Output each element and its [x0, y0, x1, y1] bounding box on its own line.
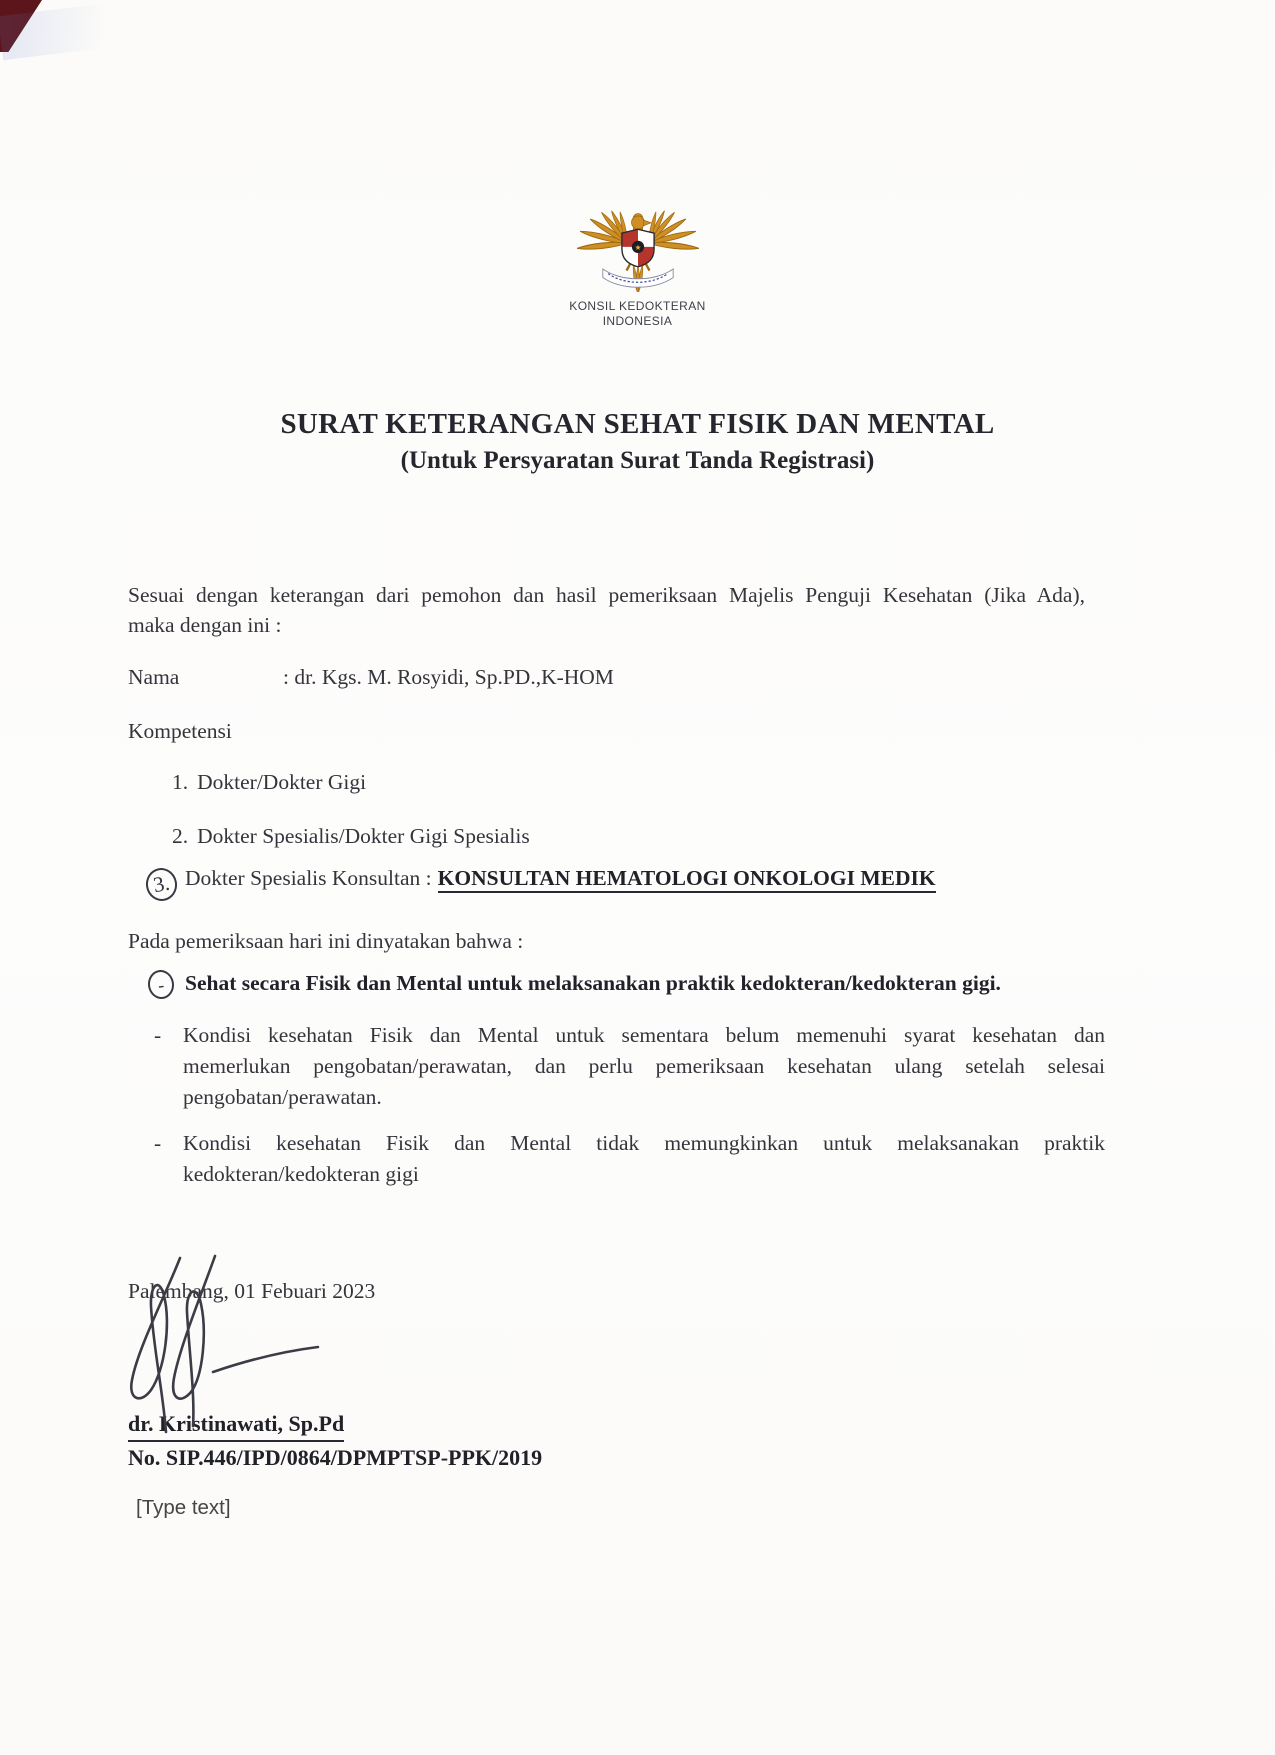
statement-item-2-line1: Kondisi kesehatan Fisik dan Mental untuk sementara belum memenuhi syarat kesehatan dan [183, 1023, 1105, 1047]
signer-name: dr. Kristinawati, Sp.Pd [128, 1408, 344, 1442]
statement-item-3-bullet: - [154, 1131, 162, 1155]
name-field-value: dr. Kgs. M. Rosyidi, Sp.PD.,K-HOM [294, 665, 614, 689]
statement-item-2-bullet: - [154, 1023, 162, 1047]
competence-item-2 [172, 824, 530, 849]
statement-item-1 [148, 968, 1108, 999]
statement-item-2 [146, 1020, 1106, 1113]
garuda-pancasila-emblem [528, 188, 748, 329]
competence-item-3-number: 3. [151, 870, 172, 898]
statement-item-3-line2: kedokteran/kedokteran gigi [183, 1162, 419, 1186]
statement-item-3-line1: Kondisi kesehatan Fisik dan Mental tidak memungkinkan untuk melaksanakan praktik [183, 1131, 1105, 1155]
signer-permit-number: No. SIP.446/IPD/0864/DPMPTSP-PPK/2019 [128, 1445, 543, 1470]
competence-item-3-value: KONSULTAN HEMATOLOGI ONKOLOGI MEDIK [438, 866, 936, 893]
place-date: Palembang, 01 Febuari 2023 [128, 1279, 376, 1303]
statement-item-3 [146, 1128, 1106, 1190]
document-subtitle: (Untuk Persyaratan Surat Tanda Registrasi) [400, 447, 875, 474]
statement-intro: Pada pemeriksaan hari ini dinyatakan bahwa : [128, 929, 524, 953]
emblem-caption-line1: KONSIL KEDOKTERAN [569, 299, 706, 313]
statement-item-2-line2: memerlukan pengobatan/perawatan, dan perlu pemeriksaan kesehatan ulang setelah selesai [183, 1054, 1105, 1078]
name-field-separator: : [283, 665, 289, 689]
competence-label: Kompetensi [128, 719, 232, 743]
competence-item-2-text: Dokter Spesialis/Dokter Gigi Spesialis [197, 824, 530, 848]
competence-item-2-number: 2. [172, 824, 189, 848]
statement-item-2-line3: pengobatan/perawatan. [183, 1085, 382, 1109]
handwritten-circle-mark [143, 866, 179, 904]
document-title: SURAT KETERANGAN SEHAT FISIK DAN MENTAL [280, 408, 995, 440]
emblem-caption-line2: INDONESIA [602, 314, 673, 328]
competence-item-1-text: Dokter/Dokter Gigi [197, 770, 367, 794]
handwritten-circle-dash-mark [146, 968, 176, 1000]
competence-item-1-number: 1. [172, 770, 189, 794]
name-field-label: Nama [128, 665, 180, 689]
name-field-row [128, 662, 1085, 692]
garuda-emblem-graphic [538, 188, 738, 292]
title-block [0, 408, 1275, 475]
statement-item-1-text: Sehat secara Fisik dan Mental untuk melaksanakan praktik kedokteran/kedokteran gigi. [185, 971, 1001, 995]
intro-line1: Sesuai dengan keterangan dari pemohon dan hasil pemeriksaan Majelis Penguji Kesehatan (Jika Ada), [128, 583, 1085, 607]
competence-item-3 [146, 866, 936, 901]
handwritten-signature [118, 1252, 358, 1442]
intro-paragraph [128, 580, 1085, 640]
intro-line2: maka dengan ini : [128, 613, 282, 637]
competence-item-1 [172, 770, 366, 795]
statement-item-1-bullet: - [156, 974, 166, 995]
word-footer-placeholder: [Type text] [136, 1496, 231, 1519]
competence-item-3-text: Dokter Spesialis Konsultan : [185, 866, 432, 890]
svg-text:★: ★ [634, 242, 641, 252]
